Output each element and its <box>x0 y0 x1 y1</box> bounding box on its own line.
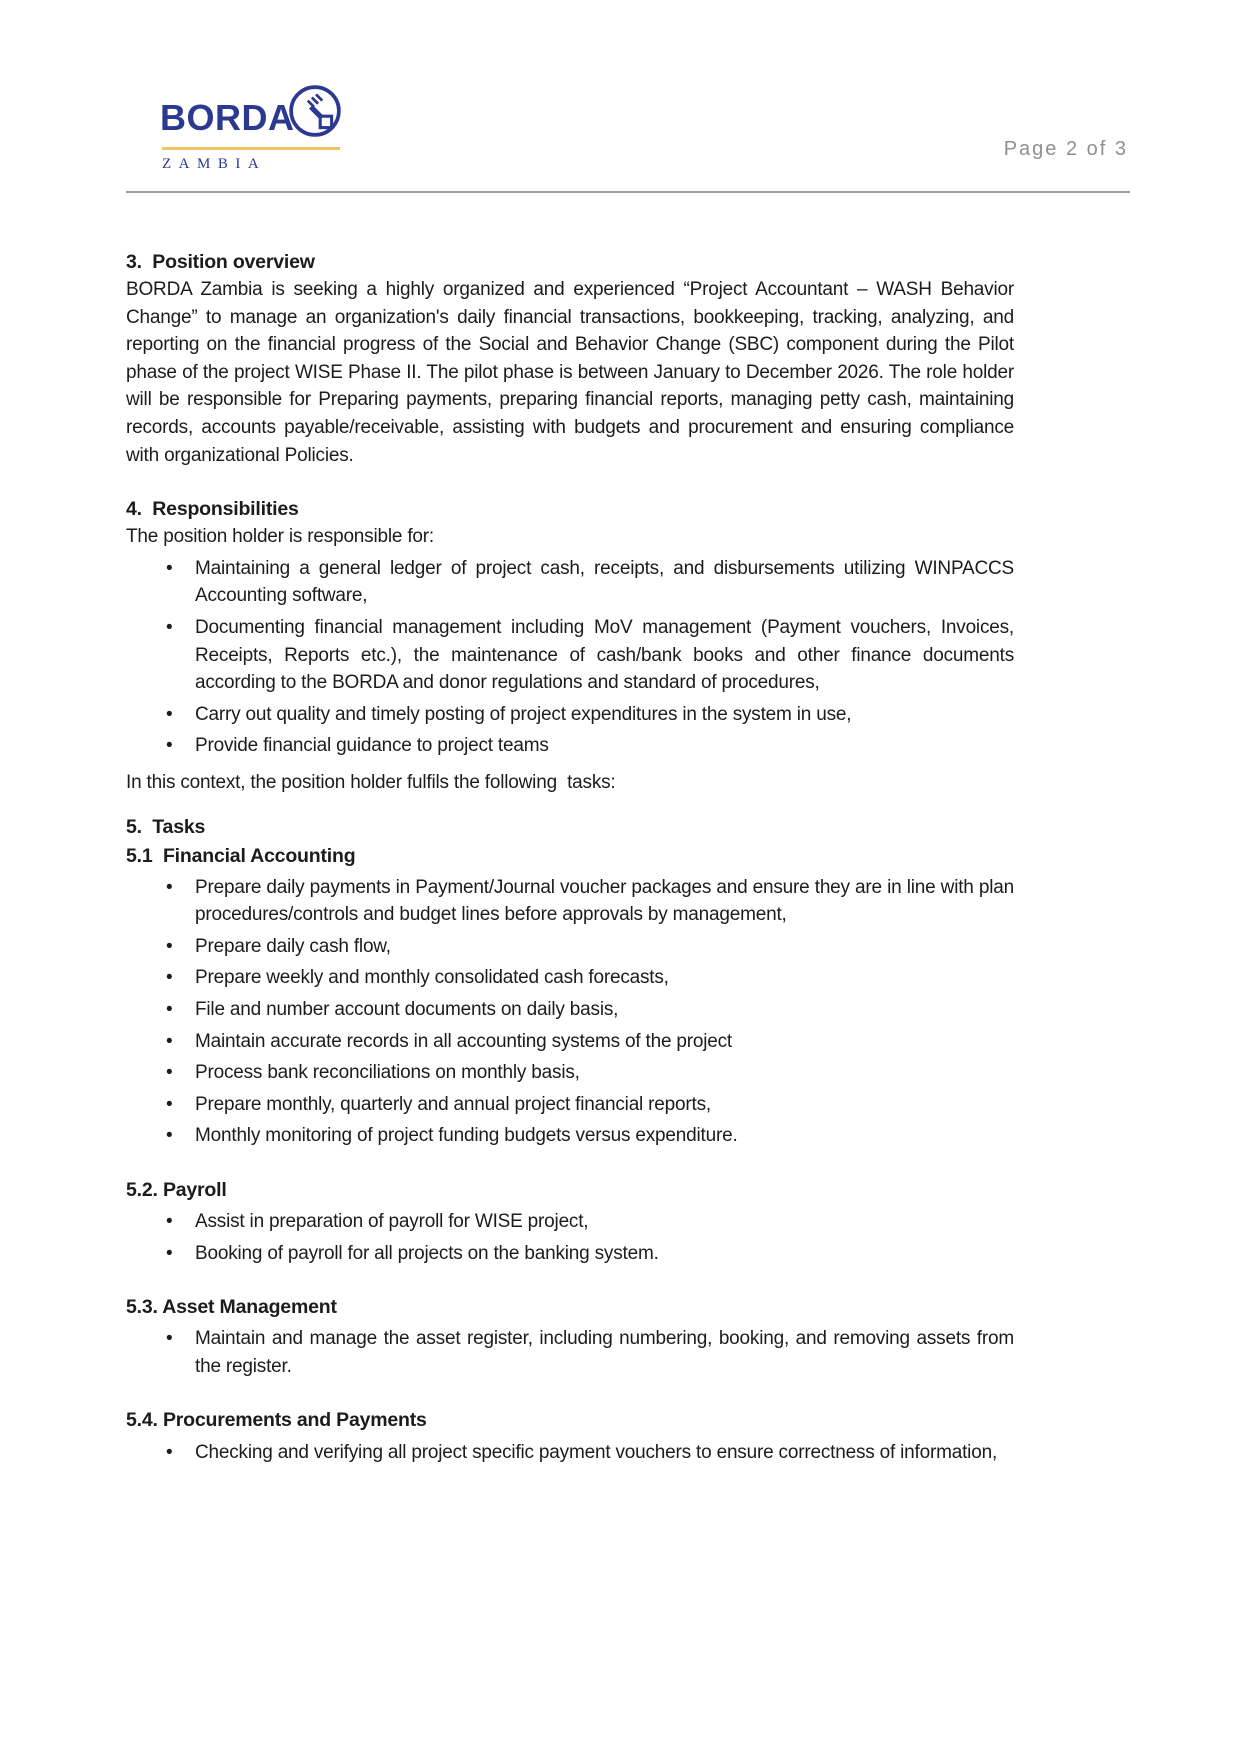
payroll-list <box>126 1208 1014 1267</box>
section-payroll <box>126 1176 1014 1267</box>
section-position-overview <box>126 248 1014 469</box>
section-heading: 3. Position overview <box>126 251 315 273</box>
bullet-item: • Assist in preparation of payroll for WISE project, <box>126 1208 1014 1236</box>
bullet-item: • Prepare daily payments in Payment/Journal voucher packages and ensure they are in line with plan procedures/controls and budget lines before approvals by management, <box>126 874 1014 929</box>
responsibilities-intro: The position holder is responsible for: <box>126 526 434 548</box>
borda-region-text: ZAMBIA <box>162 156 267 172</box>
responsibilities-list <box>126 555 1014 760</box>
bullet-item: • Prepare weekly and monthly consolidated cash forecasts, <box>126 964 1014 992</box>
subsection-heading-payroll: 5.2. Payroll <box>126 1178 227 1201</box>
bullet-item: • Prepare monthly, quarterly and annual project financial reports, <box>126 1091 1014 1119</box>
bullet-item: • Maintain and manage the asset register, including numbering, booking, and removing assets from the register. <box>126 1325 1014 1380</box>
bullet-item: • Prepare daily cash flow, <box>126 933 1014 961</box>
page-number: Page 2 of 3 <box>1003 138 1128 160</box>
subsection-heading-procurements: 5.4. Procurements and Payments <box>126 1409 427 1432</box>
bullet-item: • Booking of payroll for all projects on the banking system. <box>126 1240 1014 1268</box>
financial-accounting-list <box>126 874 1014 1150</box>
bullet-item: • Maintaining a general ledger of project cash, receipts, and disbursements utilizing WINPACCS Accounting software, <box>126 555 1014 610</box>
bullet-item: • Maintain accurate records in all accounting systems of the project <box>126 1028 1014 1056</box>
bullet-item: • Monthly monitoring of project funding budgets versus expenditure. <box>126 1122 1014 1150</box>
document-content <box>126 248 1014 1470</box>
bullet-item: • Carry out quality and timely posting of project expenditures in the system in use, <box>126 701 1014 729</box>
asset-management-list <box>126 1325 1014 1380</box>
section-procurements-payments <box>126 1406 1014 1466</box>
borda-handwash-icon <box>288 84 342 138</box>
bullet-item: • Documenting financial management including MoV management (Payment vouchers, Invoices, Receipts, Reports etc.), the maintenance of cash/bank books and other finance documents according to the BORDA and donor regulations and standard of procedures, <box>126 614 1014 697</box>
bullet-item: • File and number account documents on daily basis, <box>126 996 1014 1024</box>
bullet-item: • Checking and verifying all project specific payment vouchers to ensure correctness of information, <box>126 1439 1014 1467</box>
bullet-item: • Provide financial guidance to project teams <box>126 732 1014 760</box>
subsection-heading-financial-accounting: 5.1 Financial Accounting <box>126 844 356 867</box>
borda-logo-text: BORDA <box>160 97 295 138</box>
section-responsibilities <box>126 495 1014 760</box>
section-tasks <box>126 813 1014 1149</box>
section-heading: 4. Responsibilities <box>126 498 299 521</box>
header-divider-line <box>126 191 1130 193</box>
subsection-heading-asset-management: 5.3. Asset Management <box>126 1296 337 1319</box>
position-overview-paragraph: BORDA Zambia is seeking a highly organized and experienced “Project Accountant – WASH Behavior Change” to manage an organization's daily financial transactions, bookkeeping, tracking, analyzing, and reporting on the financial progress of the Social and Behavior Change (SBC) component during the Pilot phase of the project WISE Phase II. The pilot phase is between January to December 2026. The role holder will be responsible for Preparing payments, preparing financial reports, managing petty cash, maintaining records, accounts payable/receivable, assisting with budgets and procurement and ensuring compliance with organizational Policies. <box>126 279 1014 466</box>
context-line: In this context, the position holder fulfils the following tasks: <box>126 771 616 793</box>
bullet-item: • Process bank reconciliations on monthly basis, <box>126 1059 1014 1087</box>
section-heading: 5. Tasks <box>126 816 206 839</box>
section-asset-management <box>126 1293 1014 1380</box>
procurements-list <box>126 1439 1014 1467</box>
logo-gold-divider <box>162 147 340 150</box>
